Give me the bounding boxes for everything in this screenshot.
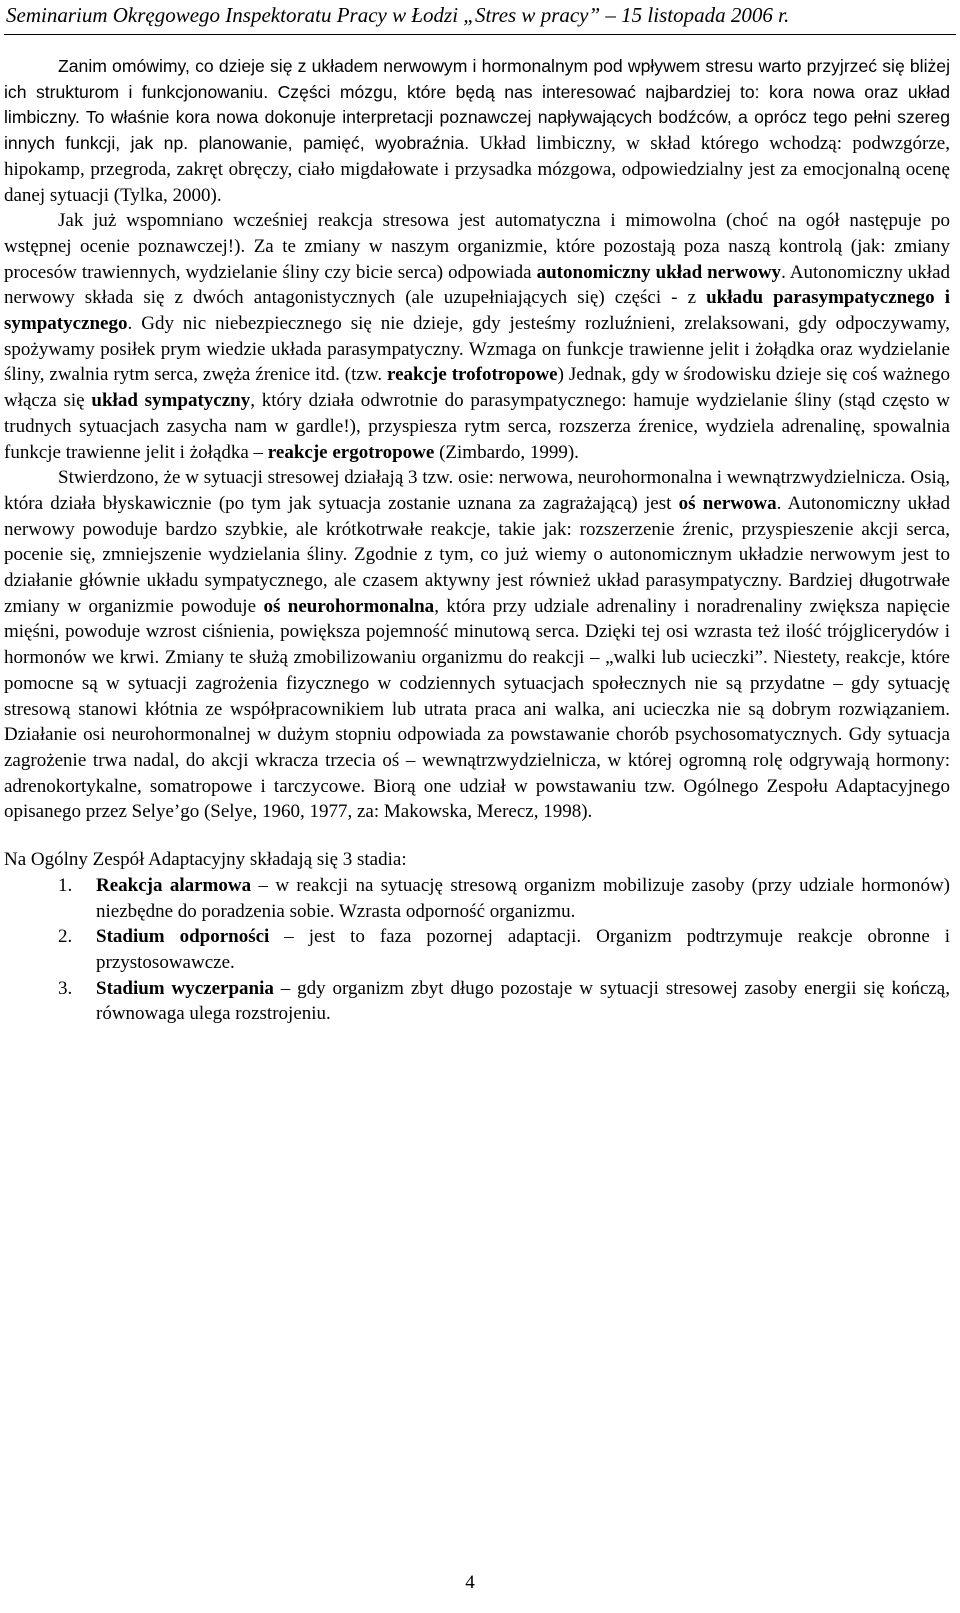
list-item-text: – w reakcji na sytuację stresową organizm mobilizuje zasoby (przy udziale hormonów) niezbędne do poradzenia sobie. Wzrasta odporność organizmu.: [96, 874, 950, 922]
term-trophotropic-reactions: reakcje trofotropowe: [387, 364, 558, 386]
stages-list: [4, 873, 950, 1027]
body-text: [4, 54, 950, 1027]
paragraph-1-sans-text: Zanim omówimy, co dzieje się z układem nerwowym i hormonalnym pod wpływem stresu warto przyjrzeć się bliżej ich strukturom i funkcjonowaniu. Części mózgu, które będą nas interesować najbardziej to: kora nowa oraz układ limbiczny. To właśnie kora nowa dokonuje interpretacji poznawczej napływających bodźców, a oprócz tego pełni szereg innych funkcji, jak np. planowanie, pamięć, wyobraźnia.: [4, 56, 950, 154]
paragraph-brain-structures: [4, 54, 950, 208]
p2-text-5: , który działa odwrotnie do parasympatycznego: hamuje wydzielanie śliny (stąd często w trudnych sytuacjach zasycha nam w gardle!), przyspiesza rytm serca, rozszerza źrenice, wydziela adrenalinę, spowalnia funkcje trawienne jelit i żołądka –: [4, 390, 951, 463]
term-sympathetic-system: układ sympatyczny: [91, 390, 251, 412]
p2-text-2: . Autonomiczny układ nerwowy składa się z dwóch antagonistycznych (ale uzupełniających się) części - z: [4, 261, 950, 309]
list-item: [4, 924, 950, 975]
p2-text-3: . Gdy nic niebezpiecznego się nie dzieje, gdy jesteśmy rozluźnieni, zrelaksowani, gdy odpoczywamy, spożywamy posiłek prym wiedzie układa parasympatyczny. Wzmaga on funkcje trawienne jelit i żołądka oraz wydzielanie śliny, zwalnia rytm serca, zwęża źrenice itd. (tzw.: [4, 313, 950, 386]
list-item: [4, 873, 950, 924]
header-rule: [4, 34, 956, 35]
paragraph-stress-axes: [4, 465, 950, 825]
p3-text-2: . Autonomiczny układ nerwowy powoduje bardzo szybkie, ale krótkotrwałe reakcje, takie jak: rozszerzenie źrenic, przyspieszenie akcji serca, pocenie się, zmniejszenie wydzielania śliny. Zgodnie z tym, co już wiemy o autonomicznym układzie nerwowym jest to działanie głównie układu sympatycznego, ale czasem aktywny jest również układ parasympatyczny. Bardziej długotrwałe zmiany w organizmie powoduje: [4, 492, 950, 617]
p3-text-1: Stwierdzono, że w sytuacji stresowej działają 3 tzw. osie: nerwowa, neurohormonalna i wewnątrzwydzielnicza. Osią, która działa błyskawicznie (po tym jak sytuacja zostanie uznana za zagrażającą) jest: [4, 467, 950, 514]
page-number: 4: [465, 1572, 475, 1593]
term-nervous-axis: oś nerwowa: [678, 492, 777, 514]
list-item-number: 2.: [58, 926, 73, 948]
p3-text-3: , która przy udziale adrenaliny i noradrenaliny zwiększa napięcie mięśni, powoduje wzrost ciśnienia, powiększa pojemność minutową serca. Dzięki tej osi wzrasta też ilość trójglicerydów i hormonów we krwi. Zmiany te służą zmobilizowaniu organizmu do reakcji – „walki lub ucieczki”. Niestety, reakcje, które pomocne są w sytuacji zagrożenia fizycznego w codziennych sytuacjach społecznych nie są przydatne – gdy sytuację stresową stanowi kłótnia ze współpracownikiem lub utrata praca ani walka, ani ucieczka nie są dobrym rozwiązaniem. Działanie osi neurohormonalnej w dużym stopniu odpowiada za powstawanie chorób psychosomatycznych. Gdy sytuacja zagrożenie trwa nadal, do akcji wkracza trzecia oś – wewnątrzwydzielnicza, w której ogromną rolę odgrywają hormony: adrenokortykalne, somatropowe i tarczycowe. Biorą one udział w powstawaniu tzw. Ogólnego Zespołu Adaptacyjnego opisanego przez Selye’go (Selye, 1960, 1977, za: Makowska, Merecz, 1998).: [4, 595, 950, 823]
list-item-number: 1.: [58, 874, 73, 896]
p2-text-1: Jak już wspomniano wcześniej reakcja stresowa jest automatyczna i mimowolna (choć na ogół następuje po wstępnej ocenie poznawczej!). Za te zmiany w naszym organizmie, które pozostają poza naszą kontrolą (jak: zmiany procesów trawiennych, wydzielanie śliny czy bicie serca) odpowiada: [4, 210, 950, 283]
term-parasympathetic-sympathetic: układu parasympatycznego i sympatycznego: [4, 287, 950, 335]
list-item-title: Stadium odporności: [96, 926, 270, 948]
running-header-text: Seminarium Okręgowego Inspektoratu Pracy w Łodzi „Stres w pracy” – 15 listopada 2006 r.: [6, 3, 790, 27]
paragraph-1-serif-text: Układ limbiczny, w skład którego wchodzą: podwzgórze, hipokamp, przegroda, zakręt obręczy, ciało migdałowate i przysadka mózgowa, odpowiedzialny jest za emocjonalną ocenę danej sytuacji (Tylka, 2000).: [4, 133, 950, 206]
list-item-text: – gdy organizm zbyt długo pozostaje w sytuacji stresowej zasoby energii się kończą, równowaga ulega rozstrojeniu.: [96, 977, 950, 1025]
list-item: [4, 976, 950, 1027]
term-autonomic-nervous-system: autonomiczny układ nerwowy: [536, 261, 782, 283]
term-ergotropic-reactions: reakcje ergotropowe: [267, 441, 435, 463]
list-item-number: 3.: [58, 977, 73, 999]
paragraph-autonomic-system: [4, 208, 950, 465]
stages-intro: Na Ogólny Zespół Adaptacyjny składają się 3 stadia:: [4, 849, 407, 871]
term-neurohormonal-axis: oś neurohormonalna: [263, 595, 435, 617]
p2-text-4: ) Jednak, gdy w środowisku dzieje się coś ważnego włącza się: [4, 364, 950, 412]
list-item-title: Stadium wyczerpania: [96, 977, 274, 999]
p2-text-6: (Zimbardo, 1999).: [434, 441, 579, 463]
list-item-title: Reakcja alarmowa: [96, 874, 252, 896]
list-item-text: – jest to faza pozornej adaptacji. Organizm podtrzymuje reakcje obronne i przystosowawcze.: [96, 926, 951, 973]
